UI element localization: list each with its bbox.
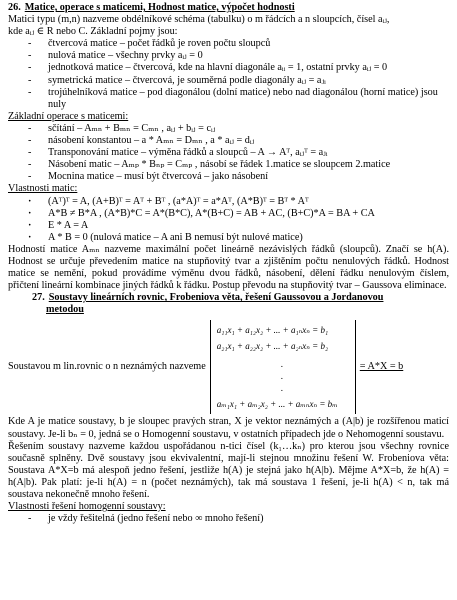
system-matrix-form: = A*X = b xyxy=(359,361,404,373)
intro-line-1: Matici typu (m,n) nazveme obdélníkové schéma (tabulku) o m řádcích a n sloupcích, čísel aᵢⱼ, xyxy=(8,14,390,26)
list-item: - trojúhelníková matice – pod diagonálou (dolní matice) nebo nad diagonálou (horní matice) jsou nuly xyxy=(28,87,449,111)
equation-row: aₘ₁x₁ + aₘ₂x₂ + ... + aₘₙxₙ = bₘ xyxy=(216,399,338,410)
vertical-dots: . xyxy=(280,359,284,370)
section-26-heading xyxy=(8,2,449,14)
list-item: - násobení konstantou – a * Aₘₙ = Dₘₙ , a * aᵢⱼ = dᵢⱼ xyxy=(28,135,449,147)
vertical-dots: . xyxy=(280,383,284,394)
list-item: · A*B ≠ B*A , (A*B)*C = A*(B*C), A*(B+C) = AB + AC, (B+C)*A = BA + CA xyxy=(28,208,449,220)
homogeneous-list xyxy=(8,513,449,525)
list-item: - Mocnina matice – musí být čtvercová – jako násobení xyxy=(28,171,449,183)
section-27-title: Soustavy lineárních rovnic, Frobeniova věta, řešení Gaussovou a Jordanovou xyxy=(48,292,384,304)
properties-list xyxy=(8,196,449,244)
section-27-heading xyxy=(8,292,449,304)
equation-row: a₂₁x₁ + a₂₂x₂ + ... + a₂ₙxₙ = b₂ xyxy=(216,341,329,352)
list-item: - nulová matice – všechny prvky aᵢⱼ = 0 xyxy=(28,50,449,62)
list-item: - symetrická matice – čtvercová, je souměrná podle diagonály aᵢⱼ = aⱼᵢ xyxy=(28,75,449,87)
list-item: · A * B = 0 (nulová matice – A ani B nemusí být nulové matice) xyxy=(28,232,449,244)
paragraph-frobenius: Řešením soustavy nazveme každou uspořádanou n-tici čísel (k₁…kₙ) pro kterou jsou všechny rovnice současně splněny. Dvě soustavy jsou ekvivalentní, mají-li stejnou množinu řešení W. Frobeniova věta: Soustava A*X=b má alespoň jedno řešení, jestliže h(A) je stejná jako h(A|b). Mějme A*X=b, že h(A) = h(A|b). Pak platí: je-li h(A) = n (počet neznámých), tak má soustava 1 řešení, je-li h(A) < n, tak má soustava nekonečně mnoho řešení. xyxy=(8,440,449,500)
rank-paragraph: Hodností matice Aₘₙ nazveme maximální počet lineárně nezávislých řádků (sloupců). Značí se h(A). Hodnost se určuje převedením matice na stupňovitý tvar a zjištěním počtu nenulových řádků. Hodnost matice se nemění, pokud provádíme výměnu dvou řádků, násobení, dělení řádku nenulovým číslem, přičtení lineární kombinace jiných řádků k řádku. Postup převodu na stupňovitý tvar – Gaussova eliminace. xyxy=(8,243,449,292)
list-item: · (Aᵀ)ᵀ = A, (A+B)ᵀ = Aᵀ + Bᵀ , (a*A)ᵀ = a*Aᵀ, (A*B)ᵀ = Bᵀ * Aᵀ xyxy=(28,196,449,208)
list-item: - jednotková matice – čtvercová, kde na hlavní diagonále aᵢᵢ = 1, ostatní prvky aᵢⱼ = 0 xyxy=(28,62,449,74)
equation-system xyxy=(8,320,449,414)
list-item: - je vždy řešitelná (jedno řešení nebo ∞ mnoho řešení) xyxy=(28,513,449,525)
list-item: - Násobení matic – Aₘₚ * Bₙₚ = Cₘₚ , násobí se řádek 1.matice se sloupcem 2.matice xyxy=(28,159,449,171)
homogeneous-heading: Vlastnosti řešení homogenní soustavy: xyxy=(8,501,166,513)
section-27-heading-cont xyxy=(8,304,449,316)
list-item: - sčítání – Aₘₙ + Bₘₙ = Cₘₙ , aᵢⱼ + bᵢⱼ = cᵢⱼ xyxy=(28,123,449,135)
section-27-number: 27. xyxy=(32,292,45,304)
list-item: - Transponování matice – výměna řádků a sloupců – A → Aᵀ, aᵢⱼᵀ = aⱼᵢ xyxy=(28,147,449,159)
operations-heading: Základní operace s maticemi: xyxy=(8,110,129,122)
system-lead-text: Soustavou m lin.rovnic o n neznámých nazveme xyxy=(8,361,206,373)
section-27-title-cont: metodou xyxy=(46,304,84,316)
paragraph-system-terms: Kde A je matice soustavy, b je sloupec pravých stran, X je vektor neznámých a (A|b) je rozšířenou maticí soustavy. Je-li bₙ = 0, jedná se o Homogenní soustavu, v ostatních případech jde o Nehomogenní soustavu. xyxy=(8,416,449,440)
list-item: · E * A = A xyxy=(28,220,449,232)
basic-terms-list xyxy=(8,38,449,111)
equation-matrix xyxy=(210,320,356,414)
section-26-number: 26. xyxy=(8,2,21,13)
intro-line-2: kde aᵢⱼ ∈ R nebo C. Základní pojmy jsou: xyxy=(8,26,178,38)
equation-row: a₁₁x₁ + a₁₂x₂ + ... + a₁ₙxₙ = b₁ xyxy=(216,325,329,336)
operations-list xyxy=(8,123,449,183)
vertical-dots: . xyxy=(280,371,284,382)
list-item: - čtvercová matice – počet řádků je roven počtu sloupců xyxy=(28,38,449,50)
properties-heading: Vlastnosti matic: xyxy=(8,183,78,195)
section-26-title: Matice, operace s maticemi, Hodnost matice, výpočet hodnosti xyxy=(24,2,295,13)
